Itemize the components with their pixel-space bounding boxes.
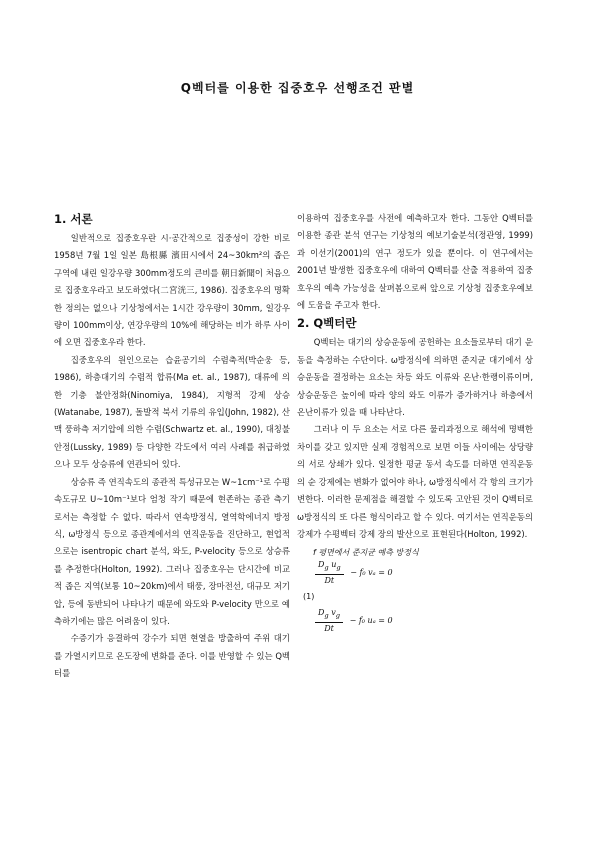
section-2-paragraph-1: Q벡터는 대기의 상승운동에 공헌하는 요소들로부터 대기 운동을 측정하는 수단이다. ω방정식에 의하면 준지균 대기에서 상승운동을 결정하는 요소는 차등 와도 이류와 온난·한랭이류이며, 상승운동은 높이에 따라 양의 와도 이류가 증가하거나 하층에서 온난이류가 있을 때 나타난다. bbox=[297, 337, 533, 418]
equation-1-fraction bbox=[315, 559, 344, 587]
equation-2-fraction bbox=[315, 607, 343, 635]
equation-1-rest: − f₀ vₐ = 0 bbox=[350, 568, 393, 578]
right-column bbox=[297, 210, 533, 639]
equation-number: (1) bbox=[303, 591, 315, 601]
section-1-paragraph-3: 상승류 즉 연직속도의 종관적 특성규모는 W~1cm⁻¹로 수평속도규모 U~10m⁻¹보다 엄청 작기 때문에 현존하는 종관 측기로서는 측정할 수 없다. 따라서 연속방정식, 열역학에너지 방정식, ω방정식 등으로 종관계에서의 연직운동을 진단하고, 현업적으로는 isentropic chart 분석, 와도, P-velocity 등으로 상승류를 추정한다(Holton, 1992). 그러나 집중호우는 단시간에 비교적 좁은 지역(보통 10~20km)에서 태풍, 장마전선, 대규모 저기압, 등에 동반되어 나타나기 때문에 와도와 P-velocity 만으로 예측하기에는 많은 어려움이 있다. bbox=[54, 476, 290, 626]
equation-2-numerator: $D_g$ $v_g$ bbox=[315, 607, 343, 623]
equation-block bbox=[297, 547, 533, 634]
section-1-heading: 1. 서론 bbox=[54, 212, 93, 226]
section-2-heading: 2. Q벡터란 bbox=[297, 316, 357, 331]
equation-2 bbox=[297, 607, 533, 635]
left-column bbox=[54, 210, 290, 683]
equation-2-denominator: Dt bbox=[324, 623, 334, 633]
paper-title: Q벡터를 이용한 집중호우 선행조건 판별 bbox=[180, 81, 415, 95]
equation-1-denominator: Dt bbox=[324, 575, 335, 585]
equation-1 bbox=[297, 559, 533, 587]
equation-2-rest: − f₀ uₐ = 0 bbox=[349, 615, 393, 625]
section-1-paragraph-1: 일반적으로 집중호우란 시·공간적으로 집중성이 강한 비로 1958년 7월 1일 일본 島根縣 濱田시에서 24~30km²의 좁은 구역에 내린 일강우량 300mm정도의 큰비를 朝日新聞이 처음으로 집중호우라고 보도하였다(二宮洸三, 1986). 집중호우의 명확한 정의는 없으나 기상청에서는 1시간 강우량이 30mm, 일강우량이 100mm이상, 연강우량의 10%에 해당하는 비가 하루 사이에 오면 집중호우라 한다. bbox=[54, 233, 290, 348]
equation-1-numerator: $D_g$ $u_g$ bbox=[315, 559, 344, 575]
section-1-paragraph-4: 수증기가 응결하여 강수가 되면 현열을 방출하여 주위 대기를 가열시키므로 온도장에 변화를 준다. 이를 반영할 수 있는 Q벡터를 bbox=[54, 633, 290, 679]
section-2-paragraph-2: 그러나 이 두 요소는 서로 다른 물리과정으로 해석에 명백한 차이를 갖고 있지만 실제 경험적으로 보면 이들 사이에는 상당량의 서로 상쇄가 있다. 일정한 평균 동서 속도를 더하면 연직운동의 순 강제에는 변화가 없어야 하나, ω방정식에서 각 항의 크기가 변한다. 이러한 문제점을 해결할 수 있도록 고안된 것이 Q벡터로 ω방정식의 또 다른 형식이라고 할 수 있다. 여기서는 연직운동의 강제가 수평벡터 강제 장의 발산으로 표현된다(Holton, 1992). bbox=[297, 424, 533, 539]
equation-label: f 평면에서 준지균 예측 방정식 bbox=[313, 548, 419, 558]
section-1-continuation: 이용하여 집중호우를 사전에 예측하고자 한다. 그동안 Q벡터를 이용한 종관 분석 연구는 기상청의 예보기술분석(정관영, 1999)과 이선기(2001)의 연구 정도가 있을 뿐이다. 이 연구에서는 2001년 발생한 집중호우에 대하여 Q벡터를 산출 적용하여 집중호우의 예측 가능성을 살펴봄으로써 앞으로 기상청 집중호우예보에 도움을 주고자 한다. bbox=[297, 213, 533, 311]
section-1-paragraph-2: 집중호우의 원인으로는 습윤공기의 수렴축적(박순웅 등, 1986), 하층대기의 수렴적 합류(Ma et. al., 1987), 대류에 의한 기층 불안정화(Ninomiya, 1984), 지형적 강제 상승(Watanabe, 1987), 돌발적 북서 기류의 유입(John, 1982), 산맥 풍하측 저기압에 의한 수렴(Schwartz et. al., 1990), 대칭불안정(Lussky, 1989) 등 다양한 각도에서 여러 사례를 취급하였으나 모두 상승류에 연관되어 있다. bbox=[54, 354, 290, 470]
